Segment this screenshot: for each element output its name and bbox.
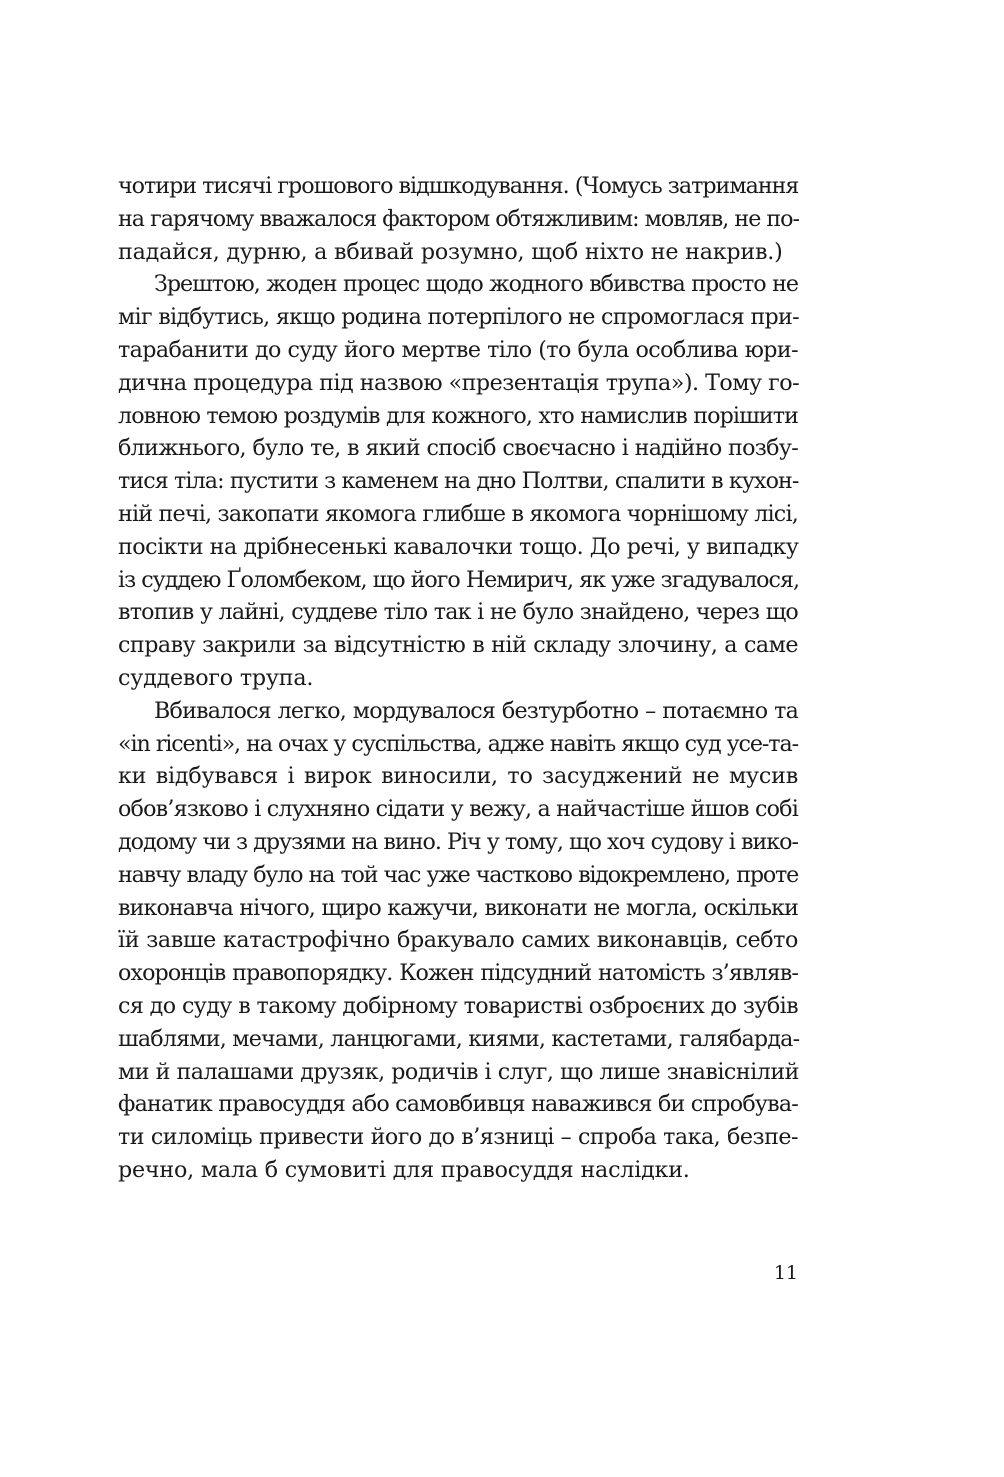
text-line: ти силоміць привести його до в’язниці – спроба така, безпе- xyxy=(118,1124,798,1151)
text-line: тися тіла: пустити з каменем на дно Полтви, спалити в кухон- xyxy=(118,468,799,495)
text-line: ближнього, було те, в який спосіб своєчасно і надійно позбу- xyxy=(118,435,798,462)
text-line: посікти на дрібнесенькі кавалочки тощо. До речі, у випадку xyxy=(118,533,799,560)
text-line: ловною темою роздумів для кожного, хто намислив порішити xyxy=(118,402,798,429)
text-line: обов’язково і слухняно сідати у вежу, а найчастіше йшов собі xyxy=(118,796,799,823)
text-line: суддевого трупа. xyxy=(118,664,314,691)
text-line: фанатик правосуддя або самовбивця наважився би спробува- xyxy=(118,1091,798,1118)
text-line: охоронців правопорядку. Кожен підсудний натомість з’являв- xyxy=(118,960,798,987)
text-line: на гарячому вважалося фактором обтяжливим: мовляв, не по- xyxy=(118,205,800,232)
paragraph xyxy=(118,695,798,1187)
text-line: втопив у лайні, суддеве тіло так і не було знайдено, через що xyxy=(118,599,798,626)
text-line: ки відбувався і вирок виносили, то засуджений не мусив xyxy=(118,763,798,790)
text-line: Зрештою, жоден процес щодо жодного вбивства просто не xyxy=(154,271,798,298)
text-line: міг відбутись, якщо родина потерпілого не спромоглася при- xyxy=(118,304,799,331)
text-line: додому чи з друзями на вино. Річ у тому, що хоч судову і вико- xyxy=(118,828,798,855)
text-line: падайся, дурню, а вбивай розумно, щоб ніхто не накрив.) xyxy=(118,238,783,265)
text-line: шаблями, мечами, ланцюгами, киями, кастетами, галябарда- xyxy=(118,1025,800,1052)
paragraph xyxy=(118,268,798,694)
text-line: чотири тисячі грошового відшкодування. (Чомусь затримання xyxy=(118,173,799,199)
text-line: їй завше катастрофічно бракувало самих виконавців, себто xyxy=(118,927,798,954)
text-line: ми й палашами друзяк, родичів і слуг, що лише знавіснілий xyxy=(118,1058,799,1085)
text-line: Вбивалося легко, мордувалося безтурботно – потаємно та xyxy=(154,697,798,724)
text-line: ній печі, закопати якомога глибше в якомога чорнішому лісі, xyxy=(118,500,798,527)
text-line: «in ricenti», на очах у суспільства, адже навіть якщо суд усе-та- xyxy=(118,730,798,757)
text-line: із суддею Ґоломбеком, що його Немирич, як уже згадувалося, xyxy=(118,566,800,593)
body-text xyxy=(118,170,798,1187)
page-number: 11 xyxy=(773,1262,798,1284)
text-line: справу закрили за відсутністю в ній складу злочину, а саме xyxy=(118,632,798,659)
text-line: речно, мала б сумовиті для правосуддя наслідки. xyxy=(118,1156,690,1183)
text-line: дична процедура під назвою «презентація трупа»). Тому го- xyxy=(118,369,800,396)
text-line: виконавча нічого, щиро кажучи, виконати не могла, оскільки xyxy=(118,894,798,921)
paragraph xyxy=(118,170,798,268)
text-line: ся до суду в такому добірному товаристві озброєних до зубів xyxy=(118,992,799,1019)
text-line: навчу владу було на той час уже частково відокремлено, проте xyxy=(118,861,798,888)
text-line: тарабанити до суду його мертве тіло (то була особлива юри- xyxy=(118,336,798,363)
